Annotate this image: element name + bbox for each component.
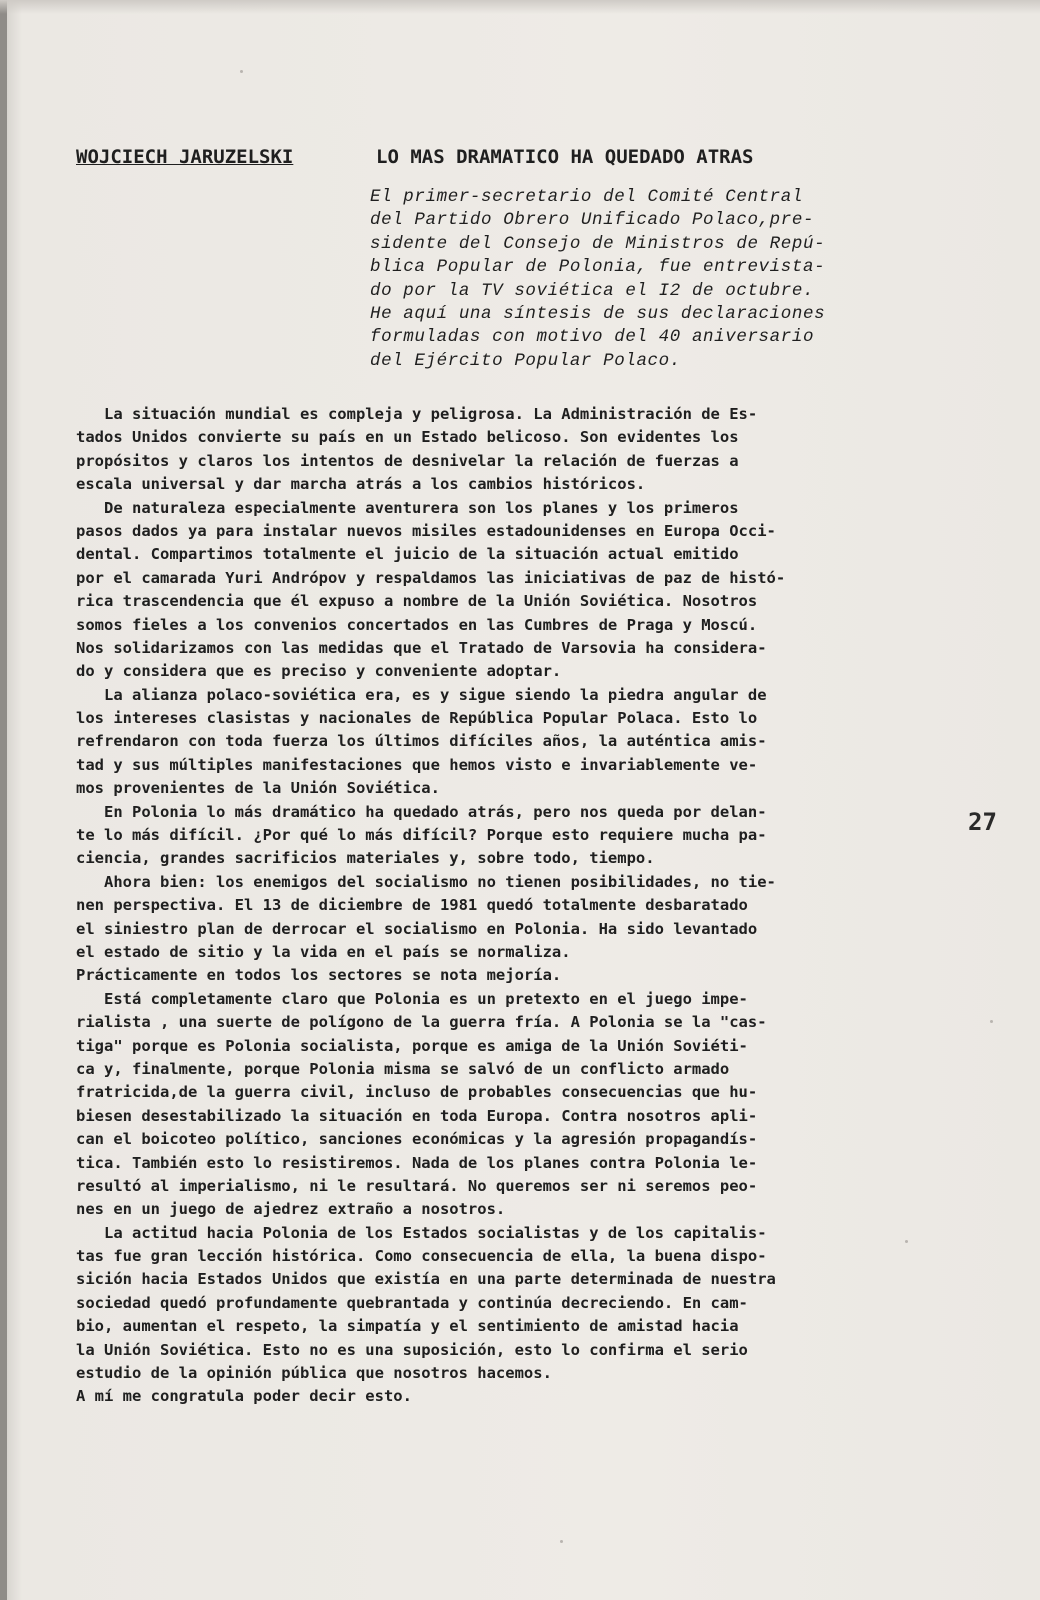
body-line: nes en un juego de ajedrez extraño a nosotros. [76,1200,506,1219]
body-line: bio, aumentan el respeto, la simpatía y el sentimiento de amistad hacia [76,1317,739,1336]
body-line: propósitos y claros los intentos de desnivelar la relación de fuerzas a [76,451,739,470]
intro-line: formuladas con motivo del 40 aniversario [370,327,815,348]
body-line: sociedad quedó profundamente quebrantada y continúa decreciendo. En cam- [76,1293,748,1312]
body-line: dental. Compartimos totalmente el juicio de la situación actual emitido [76,545,739,564]
body-line: En Polonia lo más dramático ha quedado atrás, pero nos queda por delan- [76,802,767,821]
body-line: tiga" porque es Polonia socialista, porque es amiga de la Unión Soviéti- [76,1036,748,1055]
body-line: el estado de sitio y la vida en el país se normaliza. [76,942,571,961]
body-line: rica trascendencia que él expuso a nombre de la Unión Soviética. Nosotros [76,592,758,611]
paper-speck [990,1020,993,1023]
body-line: Está completamente claro que Polonia es un pretexto en el juego impe- [76,989,748,1008]
body-line: La actitud hacia Polonia de los Estados socialistas y de los capitalis- [76,1223,767,1242]
body-line: tas fue gran lección histórica. Como consecuencia de ella, la buena dispo- [76,1247,767,1266]
body-line: La situación mundial es compleja y peligrosa. La Administración de Es- [76,405,758,423]
intro-line: sidente del Consejo de Ministros de Repú- [370,233,826,254]
author-name: WOJCIECH JARUZELSKI [76,146,294,168]
intro-line: He aquí una síntesis de sus declaraciones [370,303,826,324]
body-line: can el boicoteo político, sanciones económicas y la agresión propagandís- [76,1130,758,1149]
body-line: tica. También esto lo resistiremos. Nada de los planes contra Polonia le- [76,1153,758,1172]
paper-speck [560,1540,563,1543]
intro-paragraph [370,186,960,373]
body-line: do y considera que es preciso y conveniente adoptar. [76,662,562,681]
page-top-edge [0,0,1040,14]
body-line: biesen desestabilizado la situación en toda Europa. Contra nosotros apli- [76,1106,758,1125]
article-body [76,403,971,1409]
body-line: escala universal y dar marcha atrás a los cambios históricos. [76,475,646,494]
page-number: 27 [968,808,997,836]
intro-line: del Partido Obrero Unificado Polaco,pre- [370,210,815,231]
body-line: tad y sus múltiples manifestaciones que hemos visto e invariablemente ve- [76,755,758,774]
body-line: resultó al imperialismo, ni le resultará. No queremos ser ni seremos peo- [76,1176,758,1195]
article-header [76,146,976,176]
body-line: sición hacia Estados Unidos que existía en una parte determinada de nuestra [76,1270,776,1289]
body-line: ca y, finalmente, porque Polonia misma se salvó de un conflicto armado [76,1059,730,1078]
body-line: mos provenientes de la Unión Soviética. [76,779,440,798]
body-line: nen perspectiva. El 13 de diciembre de 1981 quedó totalmente desbaratado [76,896,748,915]
body-line: tados Unidos convierte su país en un Estado belicoso. Son evidentes los [76,428,739,447]
body-line: Ahora bien: los enemigos del socialismo no tienen posibilidades, no tie- [76,872,776,891]
body-line: el siniestro plan de derrocar el socialismo en Polonia. Ha sido levantado [76,919,758,938]
body-line: te lo más difícil. ¿Por qué lo más difícil? Porque esto requiere mucha pa- [76,826,767,845]
page-spine-shadow [0,0,7,1600]
body-line: por el camarada Yuri Andrópov y respaldamos las iniciativas de paz de histó- [76,568,786,587]
body-line: refrendaron con toda fuerza los últimos difíciles años, la auténtica amis- [76,732,767,751]
body-line: pasos dados ya para instalar nuevos misiles estadounidenses en Europa Occi- [76,521,776,540]
paper-speck [240,70,243,73]
body-line: los intereses clasistas y nacionales de República Popular Polaca. Esto lo [76,709,758,728]
intro-line: del Ejército Popular Polaco. [370,350,681,371]
intro-line: El primer-secretario del Comité Central [370,187,803,207]
body-line: Nos solidarizamos con las medidas que el Tratado de Varsovia ha considera- [76,638,767,657]
body-line: la Unión Soviética. Esto no es una suposición, esto lo confirma el serio [76,1340,748,1359]
body-line: Prácticamente en todos los sectores se nota mejoría. [76,966,562,985]
body-line: estudio de la opinión pública que nosotros hacemos. [76,1364,552,1383]
body-line: fratricida,de la guerra civil, incluso de probables consecuencias que hu- [76,1083,758,1102]
body-line: rialista , una suerte de polígono de la guerra fría. A Polonia se la "cas- [76,1013,767,1032]
intro-line: blica Popular de Polonia, fue entrevista- [370,257,826,278]
article-title: LO MAS DRAMATICO HA QUEDADO ATRAS [376,146,754,168]
body-line: La alianza polaco-soviética era, es y sigue siendo la piedra angular de [76,685,767,704]
body-line: somos fieles a los convenios concertados en las Cumbres de Praga y Moscú. [76,615,758,634]
body-line: A mí me congratula poder decir esto. [76,1387,412,1406]
intro-line: do por la TV soviética el I2 de octubre. [370,280,815,301]
body-line: ciencia, grandes sacrificios materiales y, sobre todo, tiempo. [76,849,655,868]
body-line: De naturaleza especialmente aventurera son los planes y los primeros [76,498,739,517]
paper-speck [905,1240,908,1243]
